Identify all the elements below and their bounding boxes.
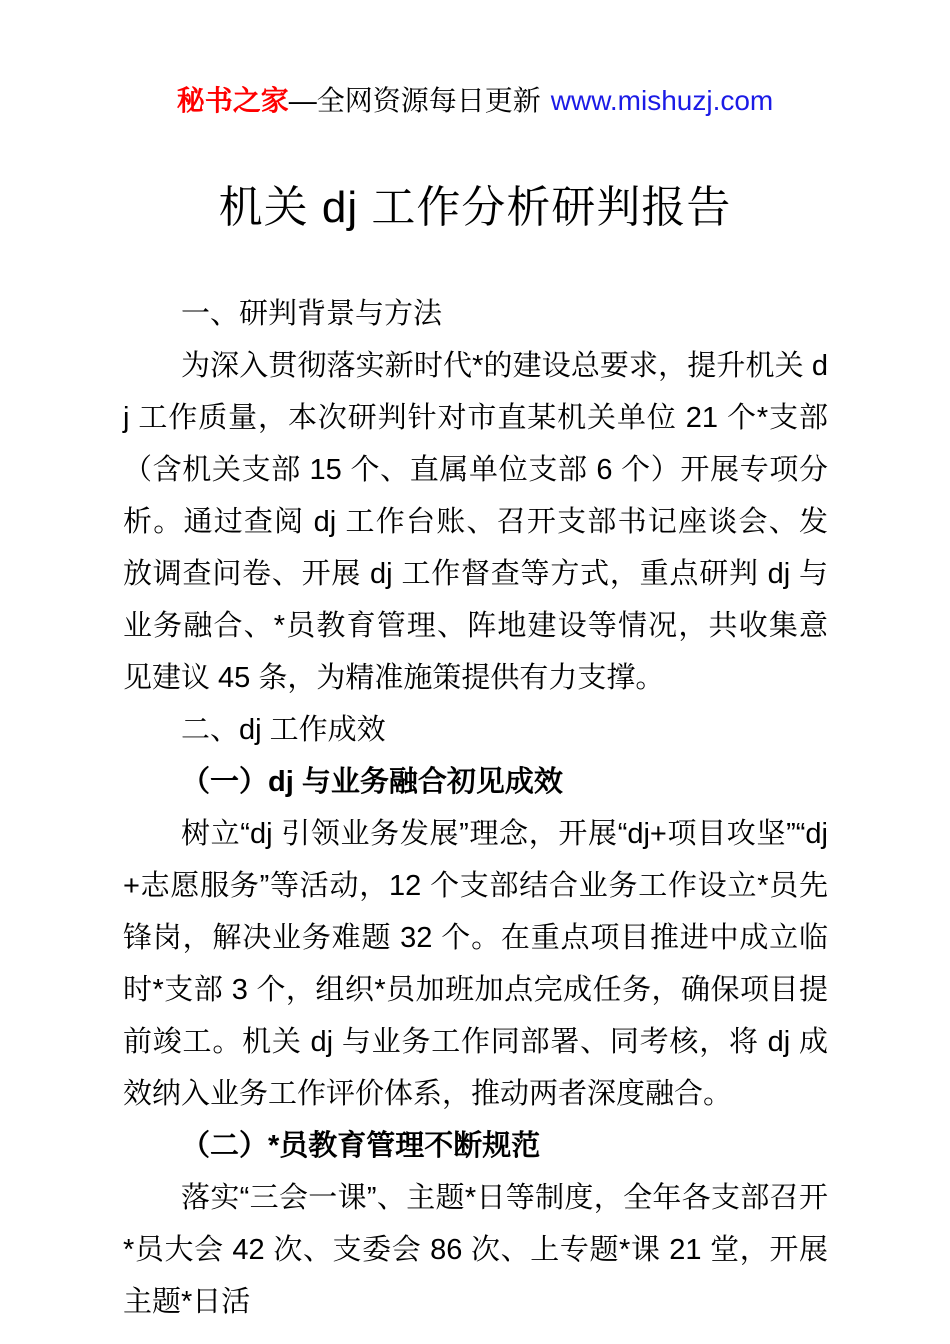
document-title: 机关 dj 工作分析研判报告	[218, 183, 732, 232]
site-url-link[interactable]: www.mishuzj.com	[550, 85, 774, 116]
subsection-heading-fusion: （一）dj 与业务融合初见成效	[181, 766, 563, 798]
header-tagline: 全网资源每日更新	[316, 85, 541, 116]
site-name: 秘书之家	[176, 85, 289, 116]
section-heading-results: 二、dj 工作成效	[181, 714, 386, 746]
header-dash: —	[288, 85, 317, 116]
paragraph-education: 落实“三会一课”、主题*日等制度，全年各支部召开*员大会 42 次、支委会 86 次、上专题*课 21 堂，开展主题*日活	[123, 1182, 828, 1318]
document-body	[123, 288, 828, 1328]
paragraph-fusion: 树立“dj 引领业务发展”理念，开展“dj+项目攻坚”“dj+志愿服务”等活动，12 个支部结合业务工作设立*员先锋岗，解决业务难题 32 个。在重点项目推进中成立临时*支部 3 个，组织*员加班加点完成任务，确保项目提前竣工。机关 dj 与业务工作同部署、同考核，将 dj 成效纳入业务工作评价体系，推动两者深度融合。	[123, 818, 828, 1110]
subsection-heading-education: （二）*员教育管理不断规范	[181, 1130, 541, 1162]
section-heading-background: 一、研判背景与方法	[181, 298, 443, 330]
paragraph-background: 为深入贯彻落实新时代*的建设总要求，提升机关 dj 工作质量，本次研判针对市直某机关单位 21 个*支部（含机关支部 15 个、直属单位支部 6 个）开展专项分析。通过查阅 dj 工作台账、召开支部书记座谈会、发放调查问卷、开展 dj 工作督查等方式，重点研判 dj 与业务融合、*员教育管理、阵地建设等情况，共收集意见建议 45 条，为精准施策提供有力支撑。	[123, 350, 828, 694]
header-banner	[0, 84, 950, 118]
